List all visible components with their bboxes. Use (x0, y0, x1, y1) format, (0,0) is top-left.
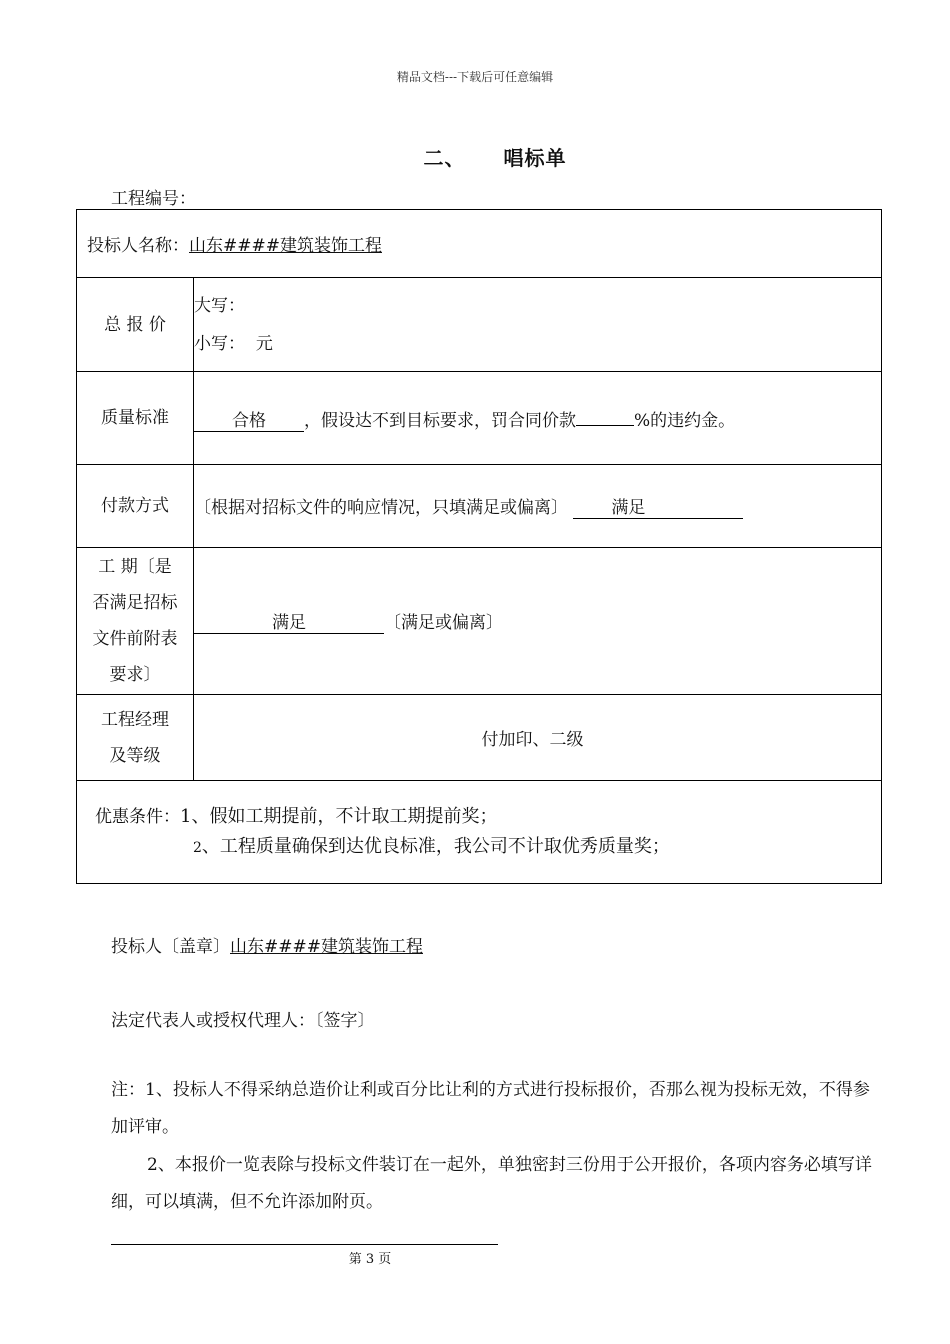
quality-value: 合格 (194, 411, 304, 432)
quality-text-1: ，假设达不到目标要求，罚合同价款 (304, 410, 576, 431)
period-value: 满足 (194, 613, 384, 634)
payment-label: 付款方式 (77, 465, 194, 548)
lower-amount (194, 325, 881, 363)
total-price-cell (194, 278, 882, 372)
period-label (77, 548, 194, 695)
preferential-cell (77, 781, 882, 884)
preferential-item-2: 、工程质量确保到达优良标准，我公司不计取优秀质量奖； (201, 835, 670, 857)
payment-value-blank (573, 498, 743, 519)
manager-value: 付加印、二级 (194, 695, 882, 781)
title-number: 二、 (423, 146, 466, 170)
currency-unit: 元 (255, 333, 273, 354)
payment-text: 〔根据对招标文件的响应情况，只填满足或偏离〕 (194, 498, 568, 518)
period-text: 〔满足或偏离〕 (384, 613, 503, 633)
preferential-item-2-number: 2 (193, 839, 202, 856)
manager-row (77, 695, 882, 781)
legal-representative: 法定代表人或授权代理人：〔签字〕 (111, 1011, 375, 1031)
manager-label-line-1: 工程经理 (101, 709, 169, 730)
seal-label: 投标人〔盖章〕 (111, 937, 230, 957)
manager-label (77, 695, 194, 781)
note-1: 注：1、投标人不得采纳总造价让利或百分比让利的方式进行投标报价，否那么视为投标无效，不得参加评审。 (111, 1080, 870, 1137)
bidder-name: 山东####建筑装饰工程 (189, 236, 382, 256)
quality-cell (194, 372, 882, 465)
page-title (0, 142, 950, 171)
bidder-label: 投标人名称： (87, 236, 189, 256)
preferential-line-2 (95, 832, 881, 863)
project-number-label: 工程编号： (111, 189, 196, 209)
bid-opening-table (76, 209, 882, 884)
quality-row (77, 372, 882, 465)
seal-line (111, 932, 423, 957)
period-row (77, 548, 882, 695)
preferential-line-1 (95, 802, 881, 832)
page-number: 第 3 页 (348, 1252, 392, 1267)
quality-label: 质量标准 (77, 372, 194, 465)
period-label-line-1: 工 期〔是 (98, 557, 172, 577)
header-note: 精品文档---下载后可任意编辑 (396, 70, 554, 84)
period-label-line-4: 要求〕 (109, 665, 161, 685)
period-label-line-3: 文件前附表 (92, 629, 178, 649)
note-2: 2、本报价一览表除与投标文件装订在一起外，单独密封三份用于公开报价，各项内容务必填写详细，可以填满，但不允许添加附页。 (111, 1155, 872, 1212)
period-cell (194, 548, 882, 695)
preferential-label: 优惠条件： (95, 806, 180, 827)
preferential-item-1: 1、假如工期提前，不计取工期提前奖； (180, 805, 498, 827)
footer-rule (111, 1244, 498, 1245)
bidder-row (77, 210, 882, 278)
payment-row (77, 465, 882, 548)
title-text: 唱标单 (503, 146, 567, 170)
total-price-row (77, 278, 882, 372)
payment-value: 满足 (611, 498, 646, 518)
penalty-percent-blank (576, 405, 634, 426)
total-price-label: 总 报 价 (77, 278, 194, 372)
lower-amount-label: 小写： (194, 333, 245, 354)
seal-value: 山东####建筑装饰工程 (230, 937, 423, 957)
preferential-row (77, 781, 882, 884)
capital-amount-label: 大写： (194, 295, 245, 316)
period-label-line-2: 否满足招标 (92, 593, 178, 613)
quality-text-2: %的违约金。 (634, 410, 736, 431)
manager-label-line-2: 及等级 (109, 745, 161, 766)
payment-cell (194, 465, 882, 548)
bidder-cell (77, 210, 882, 278)
